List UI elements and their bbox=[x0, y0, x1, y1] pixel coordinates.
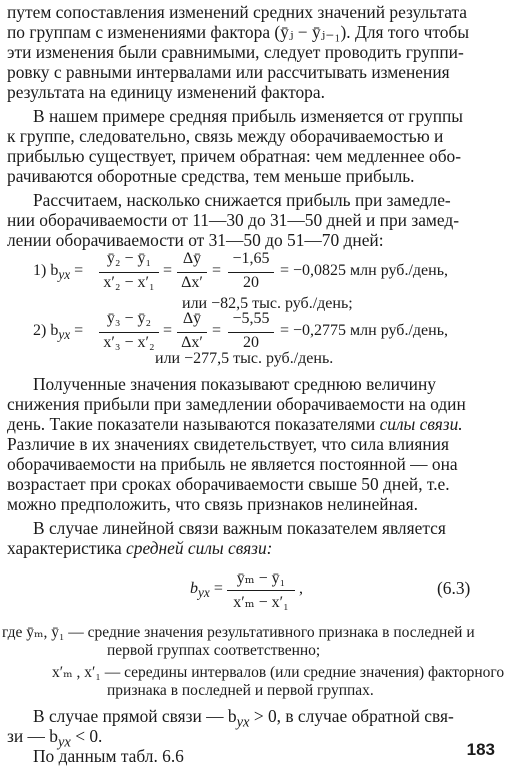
formula-denominator: 20 bbox=[243, 334, 259, 351]
formula-tail: , bbox=[299, 580, 303, 597]
text-line: В случае прямой связи — $b_{yx} > 0$, в случае обратной свя- bbox=[33, 706, 454, 731]
formula-numerator: ȳ₃ − ȳ₂ bbox=[106, 310, 152, 327]
text-line: прибылью существует, причем обратная: чем медленнее обо- bbox=[7, 146, 462, 166]
formula-numerator: Δȳ bbox=[182, 250, 202, 267]
text-line: по группам с изменениями фактора (ȳⱼ − ȳⱼ₋₁). Для того чтобы bbox=[7, 22, 470, 42]
equals-sign: = bbox=[163, 262, 173, 279]
definition-line: x′ₘ , x′₁ — середины интервалов (или средние значения) факторного bbox=[52, 664, 505, 681]
formula-result: = −0,0825 млн руб./день, bbox=[280, 262, 448, 279]
formula-result: = −0,2775 млн руб./день, bbox=[280, 322, 448, 339]
formula-alt: или −82,5 тыс. руб./день; bbox=[182, 295, 353, 312]
fraction-bar bbox=[177, 272, 207, 273]
formula-numerator: −1,65 bbox=[232, 250, 270, 267]
definition-line: первой группах соответственно; bbox=[107, 642, 321, 659]
definition-line: признака в последней и первой группах. bbox=[107, 682, 374, 699]
fraction-bar bbox=[177, 332, 207, 333]
equation-number: (6.3) bbox=[437, 578, 471, 598]
text-line: можно предположить, что связь признаков нелинейная. bbox=[7, 494, 418, 514]
formula-label: 2) $b_{yx}$ = bbox=[33, 322, 84, 343]
term-italic: силы связи. bbox=[379, 414, 463, 434]
formula-denominator: x′ₘ − x′₁ bbox=[233, 594, 289, 611]
text-line: рачиваются оборотные средства, тем меньше прибыль. bbox=[7, 166, 415, 186]
fraction-bar bbox=[227, 590, 295, 591]
page-number: 183 bbox=[466, 740, 495, 759]
text-line: В нашем примере средняя прибыль изменяется от группы bbox=[33, 106, 463, 126]
fraction-bar bbox=[228, 332, 274, 333]
text-line: к группе, следовательно, связь между оборачиваемостью и bbox=[7, 126, 444, 146]
definition-line: где ȳₘ, ȳ₁ — средние значения результативного признака в последней и bbox=[2, 624, 475, 641]
text-line: день. Такие показатели называются показателями силы связи. bbox=[7, 414, 463, 434]
text-line: путем сопоставления изменений средних значений результата bbox=[7, 2, 468, 22]
formula-denominator: x′₃ − x′₂ bbox=[103, 334, 155, 351]
text-line: Полученные значения показывают среднюю величину bbox=[33, 374, 436, 394]
equals-sign: = bbox=[163, 322, 173, 339]
formula-denominator: x′₂ − x′₁ bbox=[103, 274, 155, 291]
text-line: зи — $b_{yx} < 0$. bbox=[7, 726, 103, 751]
formula-numerator: ȳₘ − ȳ₁ bbox=[236, 570, 286, 587]
formula-label: $b_{yx}$ = bbox=[190, 580, 223, 601]
term-italic: средней силы связи: bbox=[126, 538, 273, 558]
text-line: Различие в их значениях свидетельствует, что сила влияния bbox=[7, 434, 449, 454]
text-line: лении оборачиваемости от 31—50 до 51—70 дней: bbox=[7, 230, 384, 250]
equals-sign: = bbox=[212, 322, 222, 339]
formula-denominator: 20 bbox=[243, 274, 259, 291]
formula-denominator: Δx′ bbox=[181, 274, 203, 291]
text-line: возрастает при сроках оборачиваемости свыше 50 дней, т.е. bbox=[7, 474, 450, 494]
text-line: характеристика средней силы связи: bbox=[7, 538, 273, 558]
fraction-bar bbox=[99, 272, 159, 273]
formula-numerator: Δȳ bbox=[182, 310, 202, 327]
fraction-bar bbox=[99, 332, 159, 333]
text-line: снижения прибыли при замедлении оборачиваемости на один bbox=[7, 394, 466, 414]
text-line: результата на единицу изменений фактора. bbox=[7, 82, 325, 102]
text-line: нии оборачиваемости от 11—30 до 31—50 дней и при замед- bbox=[7, 210, 460, 230]
fraction-bar bbox=[228, 272, 274, 273]
formula-numerator: ȳ₂ − ȳ₁ bbox=[106, 250, 152, 267]
formula-alt: или −277,5 тыс. руб./день. bbox=[155, 350, 334, 367]
text-line: ровку с равными интервалами или рассчитывать изменения bbox=[7, 62, 450, 82]
text-line: оборачиваемости на прибыль не является постоянной — она bbox=[7, 454, 458, 474]
equals-sign: = bbox=[212, 262, 222, 279]
formula-label: 1) $b_{yx}$ = bbox=[33, 262, 84, 283]
text-line: эти изменения были сравнимыми, следует проводить группи- bbox=[7, 42, 464, 62]
formula-denominator: Δx′ bbox=[181, 334, 203, 351]
formula-numerator: −5,55 bbox=[232, 310, 270, 327]
text-line: Рассчитаем, насколько снижается прибыль при замедле- bbox=[33, 190, 451, 210]
text-line: В случае линейной связи важным показателем является bbox=[33, 518, 446, 538]
text-line: По данным табл. 6.6 bbox=[33, 746, 184, 766]
